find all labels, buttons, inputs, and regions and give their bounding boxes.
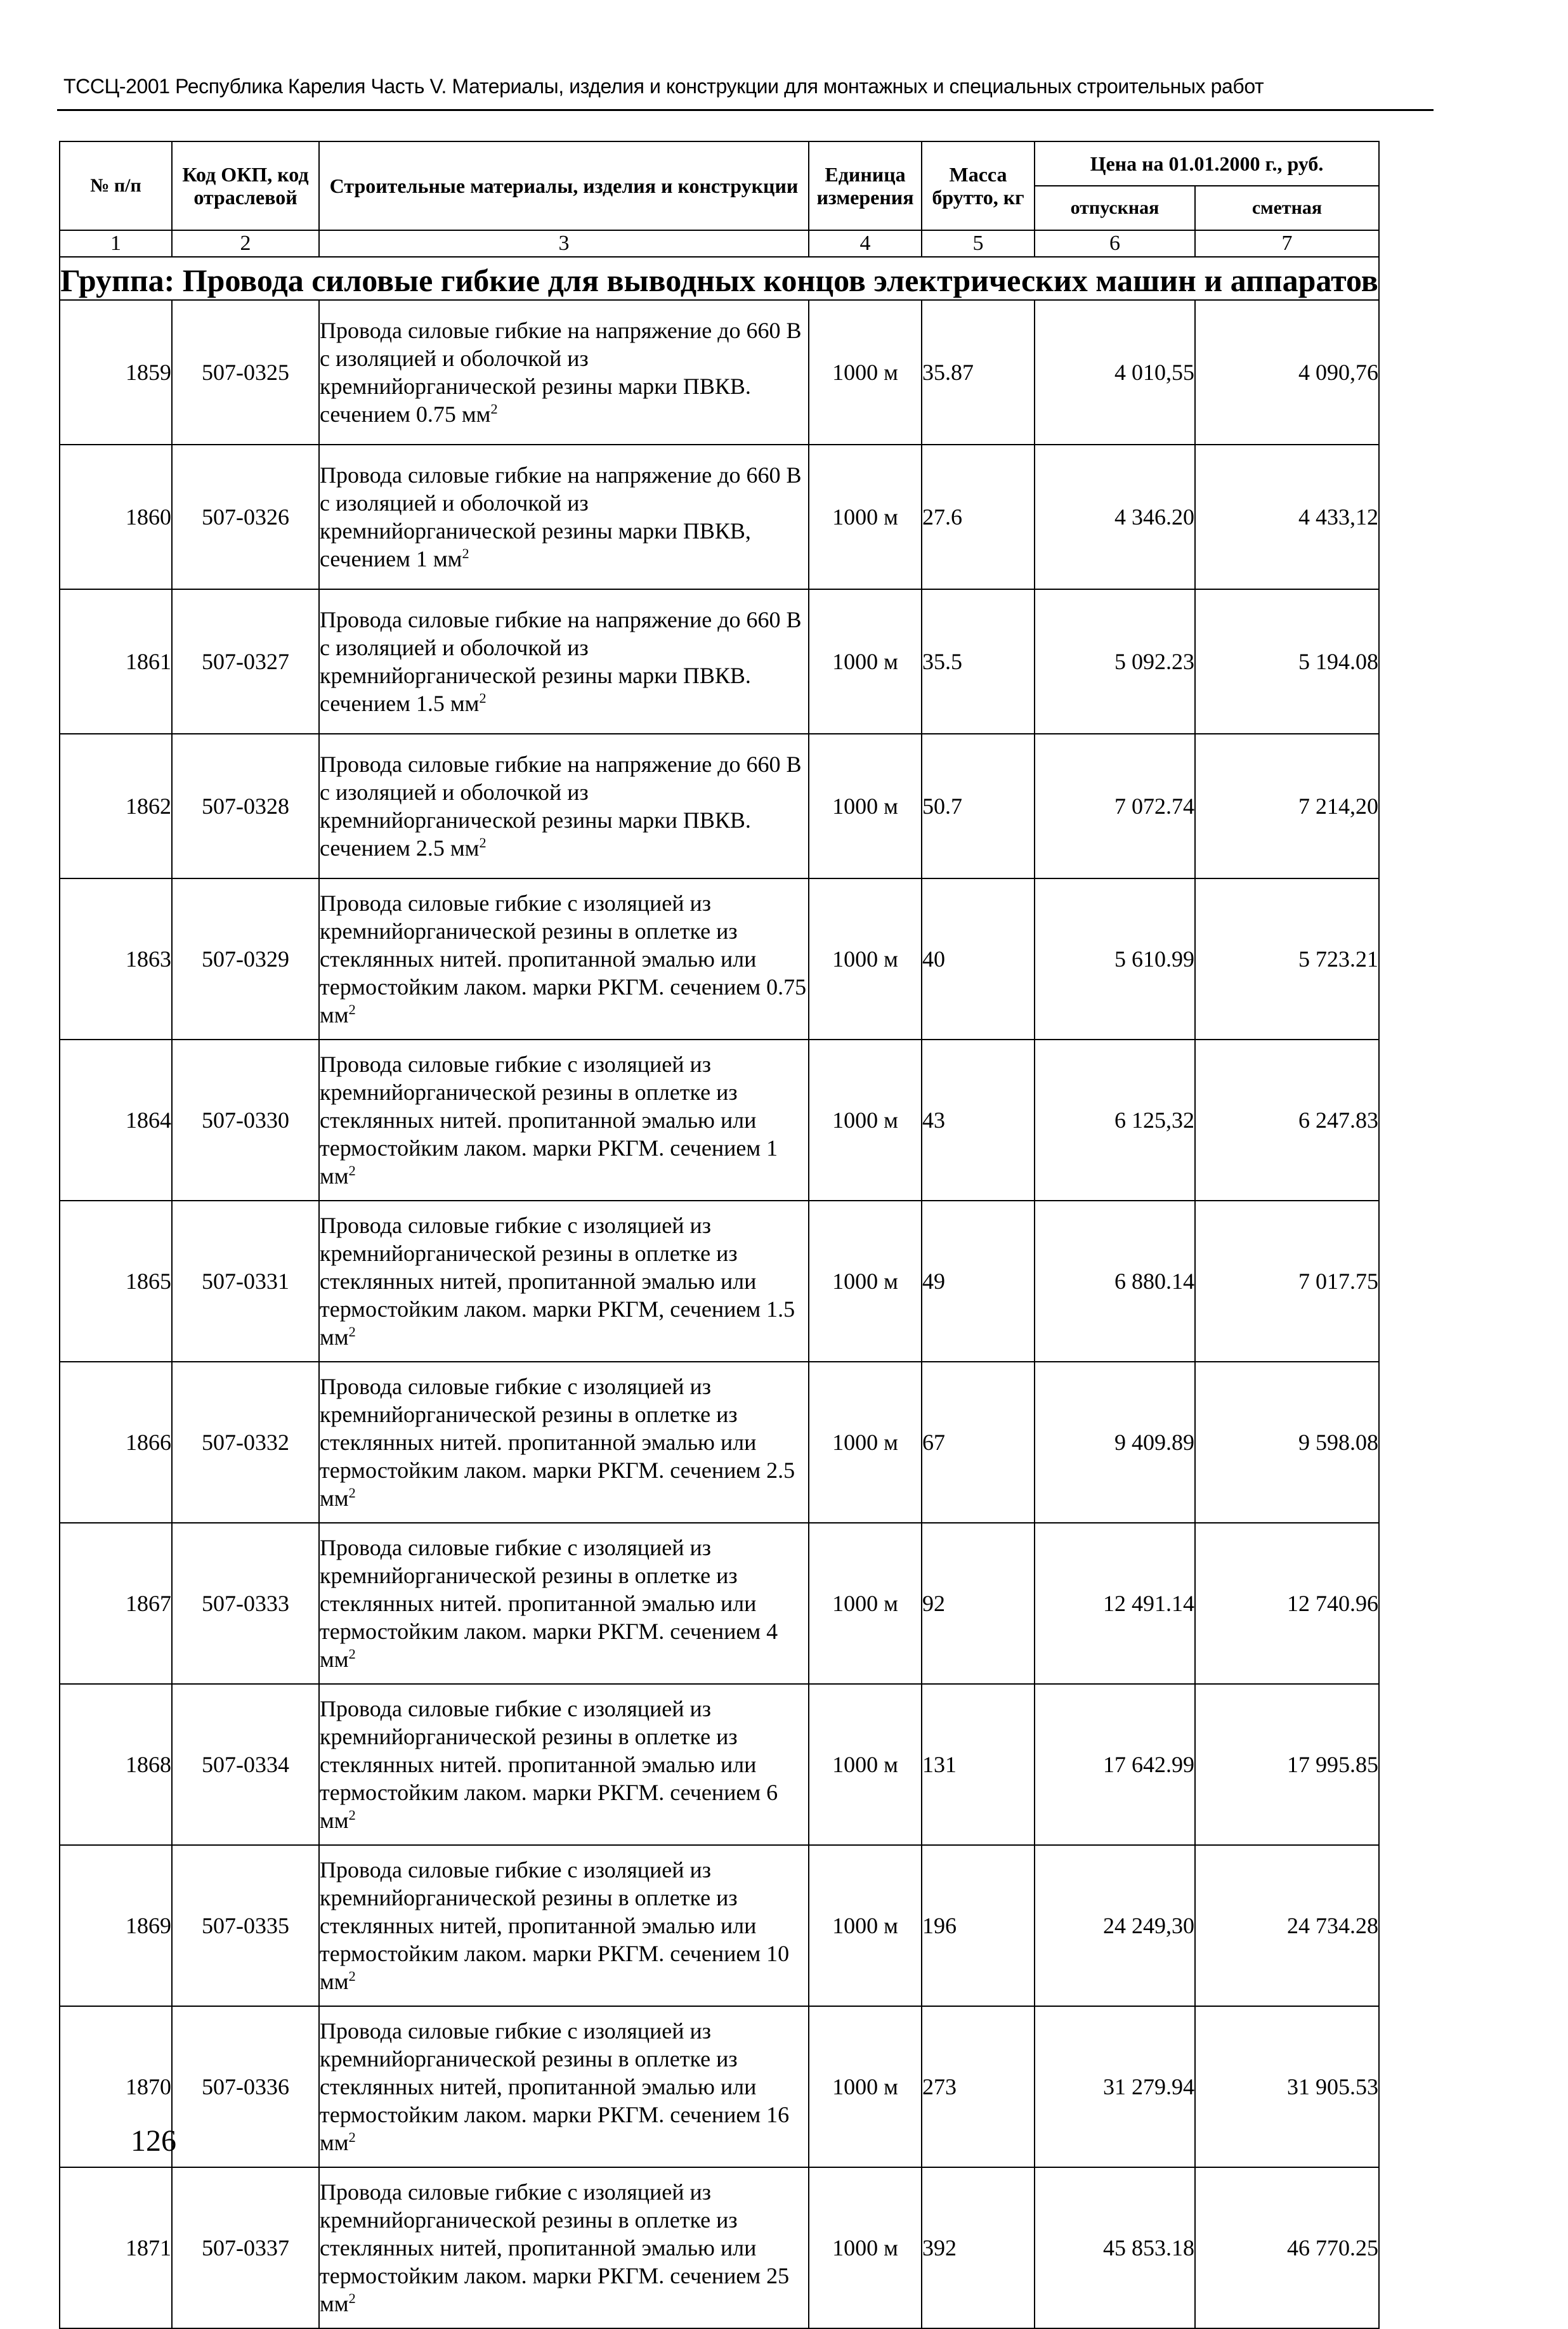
unit-cell: 1000 м [809,1684,922,1845]
material-description [319,589,809,734]
unit-cell: 1000 м [809,2006,922,2167]
price-estimate-cell: 24 734.28 [1195,1845,1379,2006]
column-number: 2 [172,230,319,257]
unit-cell: 1000 м [809,878,922,1040]
table-row [60,1201,1379,1362]
mass-cell: 40 [922,878,1035,1040]
unit-cell: 1000 м [809,1040,922,1201]
okp-code: 507-0332 [172,1362,319,1523]
material-text: Провода силовые гибкие с изоляцией из кремнийорганической резины в оплетке из стеклянных нитей, пропитанной эмалью или термостойким лаком. марки РКГМ. сечением 25 мм [320,2179,790,2316]
table-row [60,445,1379,589]
okp-code: 507-0336 [172,2006,319,2167]
table-row [60,1523,1379,1684]
material-description [319,734,809,878]
unit-superscript: 2 [462,545,469,561]
material-description [319,2167,809,2328]
table-row [60,878,1379,1040]
unit-superscript: 2 [348,1324,356,1340]
col-header-material: Строительные материалы, изделия и конструкции [319,141,809,230]
row-number: 1871 [60,2167,172,2328]
price-estimate-cell: 7 017.75 [1195,1201,1379,1362]
price-release-cell: 24 249,30 [1035,1845,1195,2006]
table-row [60,1362,1379,1523]
material-text: Провода силовые гибкие с изоляцией из кремнийорганической резины в оплетке из стеклянных нитей, пропитанной эмалью или термостойким лаком. марки РКГМ. сечением 10 мм [320,1857,790,1994]
col-header-price-release: отпускная [1035,186,1195,230]
unit-superscript: 2 [348,2129,356,2145]
row-number: 1861 [60,589,172,734]
header-rule [57,109,1434,111]
column-number: 1 [60,230,172,257]
material-text: Провода силовые гибкие с изоляцией из кремнийорганической резины в оплетке из стеклянных нитей. пропитанной эмалью или термостойким лаком. марки РКГМ. сечением 4 мм [320,1535,778,1672]
price-release-cell: 4 010,55 [1035,300,1195,445]
okp-code: 507-0337 [172,2167,319,2328]
material-text: Провода силовые гибкие на напряжение до 660 В с изоляцией и оболочкой из кремнийорганической резины марки ПВКВ. сечением 2.5 мм [320,752,802,861]
mass-cell: 196 [922,1845,1035,2006]
group-row [60,257,1379,300]
material-description [319,300,809,445]
material-text: Провода силовые гибкие с изоляцией из кремнийорганической резины в оплетке из стеклянных нитей, пропитанной эмалью или термостойким лаком. марки РКГМ. сечением 16 мм [320,2018,790,2155]
material-description [319,1201,809,1362]
price-table [59,141,1380,2329]
mass-cell: 27.6 [922,445,1035,589]
table-row [60,2006,1379,2167]
mass-cell: 49 [922,1201,1035,1362]
okp-code: 507-0331 [172,1201,319,1362]
table-row [60,589,1379,734]
col-header-no: № п/п [60,141,172,230]
row-number: 1868 [60,1684,172,1845]
price-release-cell: 17 642.99 [1035,1684,1195,1845]
unit-cell: 1000 м [809,1201,922,1362]
col-header-unit: Единица измерения [809,141,922,230]
table-row [60,1684,1379,1845]
table-row [60,1040,1379,1201]
material-text: Провода силовые гибкие с изоляцией из кремнийорганической резины в оплетке из стеклянных нитей. пропитанной эмалью или термостойким лаком. марки РКГМ. сечением 1 мм [320,1052,778,1189]
price-estimate-cell: 5 194.08 [1195,589,1379,734]
material-text: Провода силовые гибкие на напряжение до 660 В с изоляцией и оболочкой из кремнийорганической резины марки ПВКВ. сечением 1.5 мм [320,607,802,716]
column-number-row [60,230,1379,257]
price-release-cell: 5 092.23 [1035,589,1195,734]
okp-code: 507-0328 [172,734,319,878]
price-estimate-cell: 5 723.21 [1195,878,1379,1040]
unit-superscript: 2 [348,1968,356,1984]
price-release-cell: 4 346.20 [1035,445,1195,589]
okp-code: 507-0335 [172,1845,319,2006]
unit-cell: 1000 м [809,1845,922,2006]
okp-code: 507-0333 [172,1523,319,1684]
unit-cell: 1000 м [809,1362,922,1523]
page-number: 126 [131,2124,176,2158]
column-number: 3 [319,230,809,257]
column-number: 7 [1195,230,1379,257]
mass-cell: 67 [922,1362,1035,1523]
row-number: 1863 [60,878,172,1040]
unit-cell: 1000 м [809,589,922,734]
material-description [319,1523,809,1684]
material-description [319,1040,809,1201]
mass-cell: 92 [922,1523,1035,1684]
price-release-cell: 6 880.14 [1035,1201,1195,1362]
unit-cell: 1000 м [809,734,922,878]
price-release-cell: 45 853.18 [1035,2167,1195,2328]
unit-superscript: 2 [479,835,487,851]
row-number: 1870 [60,2006,172,2167]
group-title: Группа: Провода силовые гибкие для выводных концов электрических машин и аппаратов [60,263,1378,298]
price-release-cell: 6 125,32 [1035,1040,1195,1201]
row-number: 1869 [60,1845,172,2006]
running-header: ТССЦ-2001 Республика Карелия Часть V. Материалы, изделия и конструкции для монтажных и специальных строительных работ [63,75,1264,98]
okp-code: 507-0326 [172,445,319,589]
col-header-okp-code: Код ОКП, код отраслевой [172,141,319,230]
price-release-cell: 31 279.94 [1035,2006,1195,2167]
material-text: Провода силовые гибкие с изоляцией из кремнийорганической резины в оплетке из стеклянных нитей. пропитанной эмалью или термостойким лаком. марки РКГМ. сечением 2.5 мм [320,1374,795,1511]
price-estimate-cell: 7 214,20 [1195,734,1379,878]
okp-code: 507-0334 [172,1684,319,1845]
price-estimate-cell: 9 598.08 [1195,1362,1379,1523]
unit-superscript: 2 [348,1001,356,1017]
col-header-price-group: Цена на 01.01.2000 г., руб. [1035,141,1379,186]
price-estimate-cell: 4 090,76 [1195,300,1379,445]
table-row [60,300,1379,445]
unit-cell: 1000 м [809,1523,922,1684]
price-estimate-cell: 4 433,12 [1195,445,1379,589]
row-number: 1865 [60,1201,172,1362]
unit-superscript: 2 [490,401,498,417]
price-release-cell: 9 409.89 [1035,1362,1195,1523]
mass-cell: 131 [922,1684,1035,1845]
unit-superscript: 2 [348,2290,356,2306]
unit-superscript: 2 [348,1163,356,1178]
price-estimate-cell: 12 740.96 [1195,1523,1379,1684]
unit-cell: 1000 м [809,300,922,445]
okp-code: 507-0329 [172,878,319,1040]
unit-superscript: 2 [348,1807,356,1823]
price-release-cell: 7 072.74 [1035,734,1195,878]
mass-cell: 43 [922,1040,1035,1201]
row-number: 1864 [60,1040,172,1201]
row-number: 1867 [60,1523,172,1684]
table-row [60,2167,1379,2328]
material-text: Провода силовые гибкие с изоляцией из кремнийорганической резины в оплетке из стеклянных нитей. пропитанной эмалью или термостойким лаком. марки РКГМ. сечением 0.75 мм [320,891,807,1028]
column-number: 4 [809,230,922,257]
price-estimate-cell: 6 247.83 [1195,1040,1379,1201]
table-row [60,734,1379,878]
row-number: 1859 [60,300,172,445]
price-release-cell: 12 491.14 [1035,1523,1195,1684]
price-estimate-cell: 31 905.53 [1195,2006,1379,2167]
mass-cell: 35.87 [922,300,1035,445]
unit-superscript: 2 [348,1646,356,1662]
price-release-cell: 5 610.99 [1035,878,1195,1040]
material-text: Провода силовые гибкие с изоляцией из кремнийорганической резины в оплетке из стеклянных нитей. пропитанной эмалью или термостойким лаком. марки РКГМ. сечением 6 мм [320,1696,778,1833]
unit-superscript: 2 [479,690,487,706]
unit-superscript: 2 [348,1485,356,1501]
material-text: Провода силовые гибкие с изоляцией из кремнийорганической резины в оплетке из стеклянных нитей, пропитанной эмалью или термостойким лаком. марки РКГМ, сечением 1.5 мм [320,1213,795,1350]
price-estimate-cell: 46 770.25 [1195,2167,1379,2328]
material-text: Провода силовые гибкие на напряжение до 660 В с изоляцией и оболочкой из кремнийорганической резины марки ПВКВ, сечением 1 мм [320,462,802,571]
unit-cell: 1000 м [809,2167,922,2328]
okp-code: 507-0325 [172,300,319,445]
mass-cell: 35.5 [922,589,1035,734]
row-number: 1866 [60,1362,172,1523]
column-number: 6 [1035,230,1195,257]
col-header-mass: Масса брутто, кг [922,141,1035,230]
okp-code: 507-0327 [172,589,319,734]
table-row [60,1845,1379,2006]
col-header-price-estimate: сметная [1195,186,1379,230]
material-description [319,1684,809,1845]
row-number: 1862 [60,734,172,878]
material-text: Провода силовые гибкие на напряжение до 660 В с изоляцией и оболочкой из кремнийорганической резины марки ПВКВ. сечением 0.75 мм [320,318,802,427]
material-description [319,1845,809,2006]
price-estimate-cell: 17 995.85 [1195,1684,1379,1845]
mass-cell: 392 [922,2167,1035,2328]
material-description [319,878,809,1040]
material-description [319,2006,809,2167]
unit-cell: 1000 м [809,445,922,589]
material-description [319,445,809,589]
mass-cell: 50.7 [922,734,1035,878]
okp-code: 507-0330 [172,1040,319,1201]
material-description [319,1362,809,1523]
row-number: 1860 [60,445,172,589]
column-number: 5 [922,230,1035,257]
mass-cell: 273 [922,2006,1035,2167]
